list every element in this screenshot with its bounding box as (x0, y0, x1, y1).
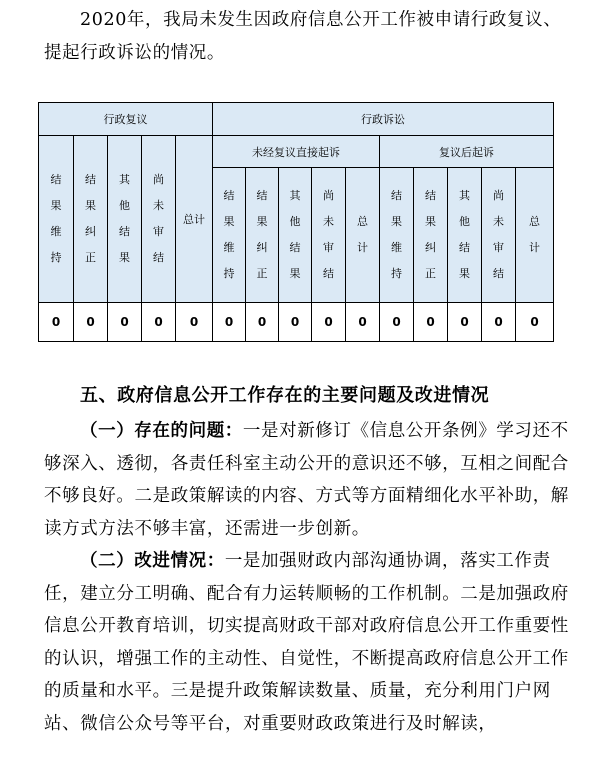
col-header-text: 结 果 纠 正 (425, 189, 436, 280)
table-row (39, 303, 554, 342)
col-header-after-pending (482, 168, 516, 303)
table-cell: 0 (448, 303, 482, 342)
table-cell: 0 (380, 303, 414, 342)
table-cell: 0 (312, 303, 346, 342)
col-header-text: 结 果 纠 正 (256, 189, 268, 280)
col-header-text: 结 果 维 持 (50, 173, 62, 264)
table-cell: 0 (414, 303, 448, 342)
header-after-reconsideration: 复议后起诉 (380, 136, 554, 168)
improvements-label: （二）改进情况： (80, 551, 225, 571)
problems-paragraph (44, 415, 574, 545)
col-header-text: 结 果 维 持 (391, 189, 402, 280)
col-header-direct-pending (312, 168, 346, 303)
col-header-text: 其 他 结 果 (289, 189, 301, 280)
header-litigation: 行政诉讼 (213, 103, 554, 136)
col-header-text: 总 计 (529, 215, 540, 254)
header-direct-suit: 未经复议直接起诉 (213, 136, 380, 168)
col-header-direct-corrected (246, 168, 279, 303)
intro-paragraph: 2020年，我局未发生因政府信息公开工作被申请行政复议、提起行政诉讼的情况。 (44, 10, 562, 63)
col-header-reconsideration-corrected (74, 136, 108, 303)
table-cell: 0 (246, 303, 279, 342)
col-header-text: 结 果 维 持 (223, 189, 235, 280)
table-cell: 0 (482, 303, 516, 342)
col-header-direct-total (346, 168, 380, 303)
improvements-paragraph (44, 545, 574, 740)
col-header-text: 结 果 纠 正 (85, 173, 96, 264)
col-header-after-corrected (414, 168, 448, 303)
litigation-table (38, 102, 553, 341)
col-header-text: 尚 未 审 结 (493, 189, 504, 280)
problems-text: 一是对新修订《信息公开条例》学习还不够深入、透彻，各责任科室主动公开的意识还不够，互相之间配合不够良好。二是政策解读的内容、方式等方面精细化水平补助，解读方式方法不够丰富，还需进一步创新。 (44, 421, 569, 539)
table-cell: 0 (176, 303, 213, 342)
col-header-reconsideration-pending (142, 136, 176, 303)
col-header-reconsideration-upheld (39, 136, 74, 303)
table-cell: 0 (516, 303, 554, 342)
table-cell: 0 (346, 303, 380, 342)
col-header-text: 其 他 结 果 (459, 189, 470, 280)
table-cell: 0 (74, 303, 108, 342)
improvements-text: 一是加强财政内部沟通协调，落实工作责任，建立分工明确、配合有力运转顺畅的工作机制。二是加强政府信息公开教育培训，切实提高财政干部对政府信息公开工作重要性的认识，增强工作的主动性、自觉性，不断提高政府信息公开工作的质量和水平。三是提升政策解读数量、质量，充分利用门户网站、微信公众号等平台，对重要财政政策进行及时解读， (44, 551, 569, 734)
table-cell: 0 (213, 303, 246, 342)
col-header-text: 总 计 (357, 215, 368, 254)
col-header-after-upheld (380, 168, 414, 303)
col-header-text: 尚 未 审 结 (153, 173, 164, 264)
col-header-after-total (516, 168, 554, 303)
col-header-after-other (448, 168, 482, 303)
header-reconsideration: 行政复议 (39, 103, 213, 136)
col-header-direct-other (279, 168, 312, 303)
table-cell: 0 (39, 303, 74, 342)
table-cell: 0 (279, 303, 312, 342)
col-header-text: 总计 (183, 213, 205, 226)
col-header-text: 尚 未 审 结 (323, 189, 334, 280)
col-header-direct-upheld (213, 168, 246, 303)
col-header-reconsideration-other (108, 136, 142, 303)
col-header-text: 其 他 结 果 (119, 173, 130, 264)
col-header-reconsideration-total (176, 136, 213, 303)
problems-label: （一）存在的问题： (80, 421, 243, 441)
table-cell: 0 (108, 303, 142, 342)
table-cell: 0 (142, 303, 176, 342)
section-heading: 五、政府信息公开工作存在的主要问题及改进情况 (80, 385, 490, 406)
